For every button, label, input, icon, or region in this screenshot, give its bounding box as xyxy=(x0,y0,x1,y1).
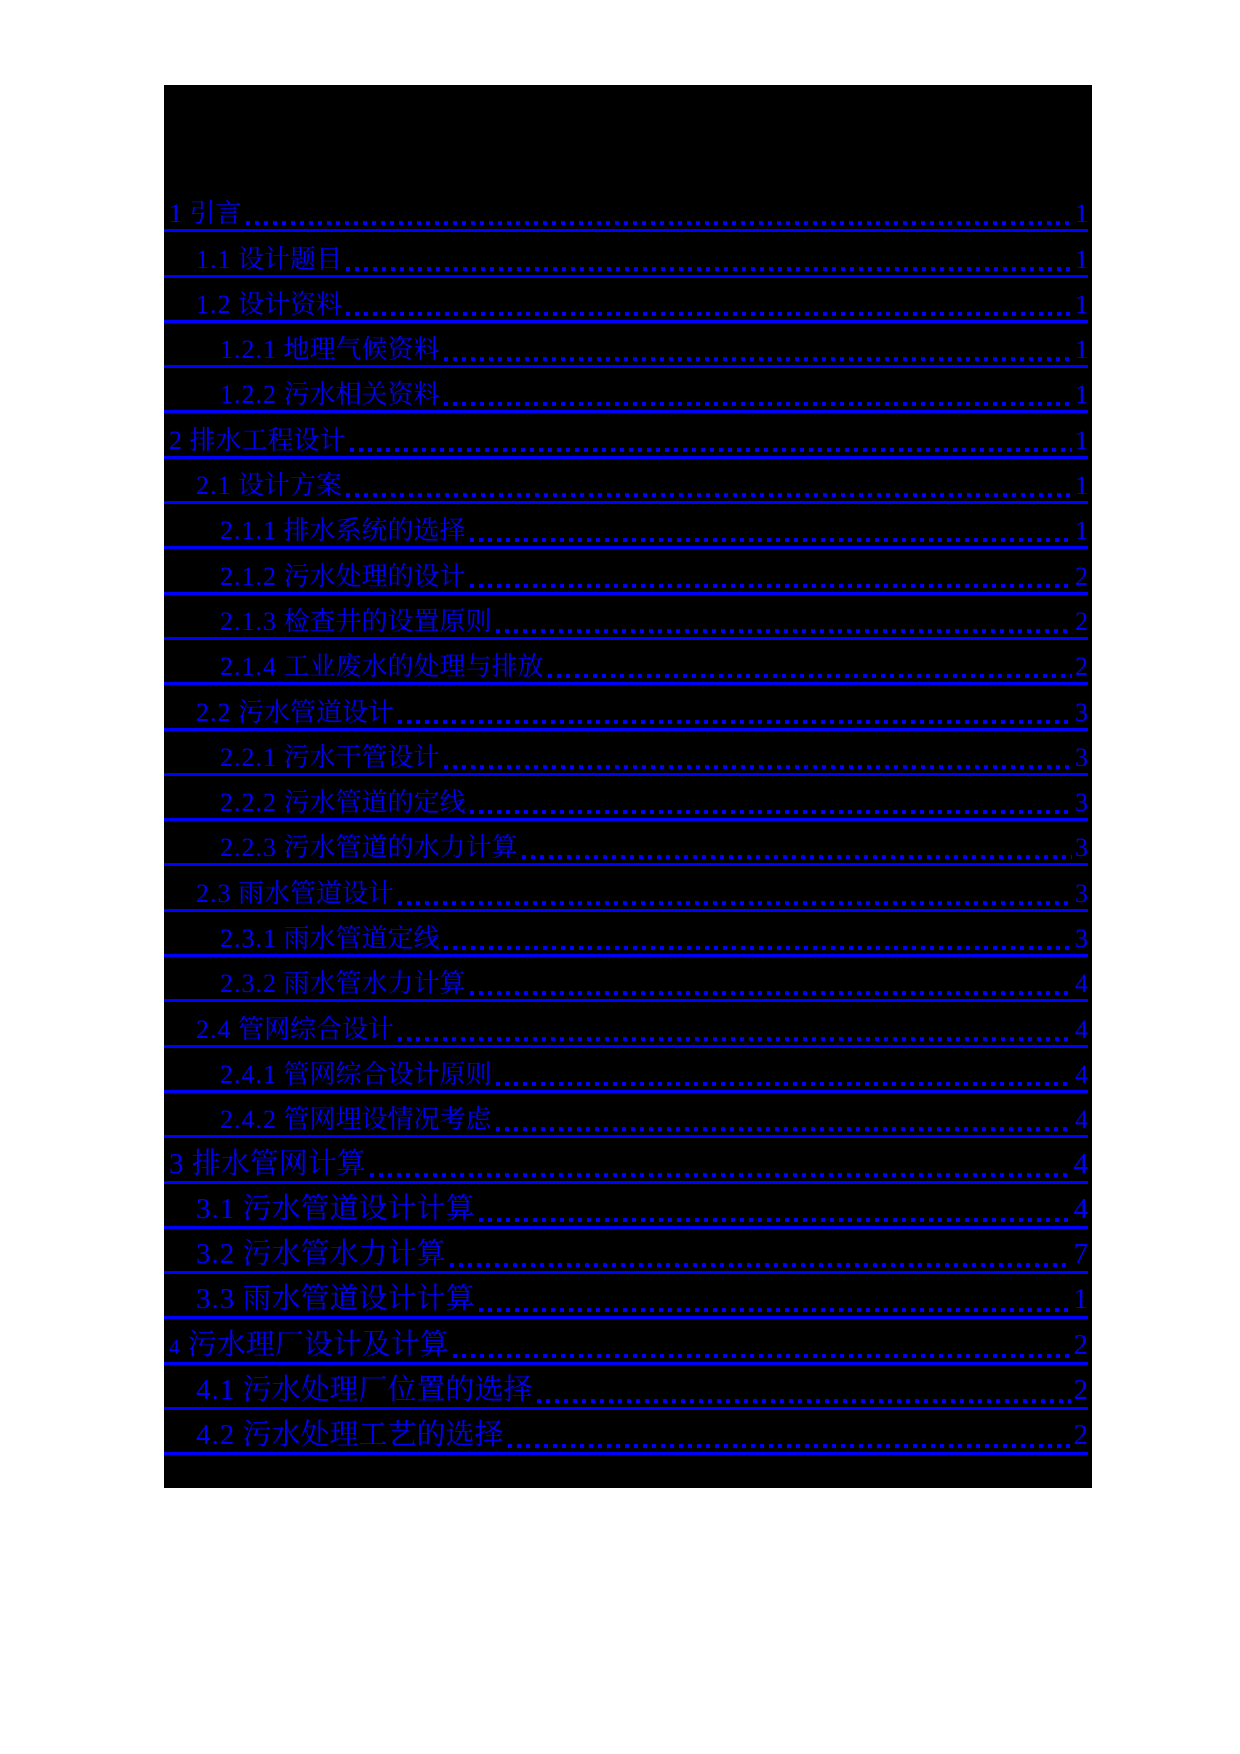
toc-entry-label xyxy=(220,561,466,592)
toc-entry[interactable] xyxy=(164,549,1088,594)
toc-entry-title: 地理气候资料 xyxy=(277,335,440,365)
toc-entry-number: 2.1 xyxy=(196,471,232,501)
toc-entry[interactable] xyxy=(164,731,1088,776)
toc-entry-number: 4 xyxy=(169,1334,181,1359)
toc-entry-title: 雨水管水力计算 xyxy=(277,969,466,999)
toc-entry-number: 2.1.2 xyxy=(220,561,277,591)
toc-entry[interactable] xyxy=(164,368,1088,413)
toc-entry-label xyxy=(220,926,440,954)
toc-entry-label xyxy=(196,878,395,909)
toc-entry-page-number: 4 xyxy=(1073,1147,1088,1180)
toc-entry-number: 4.1 xyxy=(196,1374,236,1407)
toc-dot-leader xyxy=(496,1082,1072,1086)
toc-entry-page-number: 3 xyxy=(1075,742,1088,772)
toc-entry-label xyxy=(196,1014,395,1045)
toc-dot-leader xyxy=(470,991,1072,995)
toc-dot-leader xyxy=(444,357,1072,361)
table-of-contents xyxy=(164,85,1092,1488)
toc-entry-label xyxy=(196,473,342,501)
toc-entry-page-number: 2 xyxy=(1075,652,1088,682)
toc-entry[interactable] xyxy=(164,1138,1088,1183)
toc-dot-leader xyxy=(453,1354,1071,1358)
toc-dot-leader xyxy=(548,674,1072,678)
toc-entry-number: 2.1.4 xyxy=(220,652,277,682)
toc-entry-page-number: 4 xyxy=(1075,1014,1088,1044)
toc-entry-number: 2.2 xyxy=(196,697,232,727)
toc-entry-label xyxy=(220,654,544,682)
toc-entry-number: 2.1.1 xyxy=(220,516,277,546)
toc-entry[interactable] xyxy=(164,912,1088,957)
toc-entry-page-number: 1 xyxy=(1075,516,1088,546)
toc-dot-leader xyxy=(450,1263,1071,1267)
toc-entry-page-number: 3 xyxy=(1075,697,1088,727)
toc-dot-leader xyxy=(479,1308,1071,1312)
toc-entry-number: 2.1.3 xyxy=(220,606,277,636)
toc-entry-number: 1.1 xyxy=(196,244,232,274)
toc-entry-label xyxy=(220,835,518,863)
toc-entry-label xyxy=(220,742,440,773)
toc-dot-leader xyxy=(444,402,1072,406)
toc-entry-number: 2.2.1 xyxy=(220,742,277,772)
toc-entry-page-number: 7 xyxy=(1073,1238,1088,1271)
toc-entry-label xyxy=(220,518,466,546)
toc-entry-label xyxy=(196,1240,446,1271)
toc-entry[interactable] xyxy=(164,685,1088,730)
toc-dot-leader xyxy=(346,493,1072,497)
toc-dot-leader xyxy=(470,810,1072,814)
toc-entry-label xyxy=(220,790,466,818)
toc-dot-leader xyxy=(479,1218,1071,1222)
toc-entry[interactable] xyxy=(164,866,1088,911)
toc-entry-page-number: 1 xyxy=(1075,425,1088,455)
toc-entry-page-number: 3 xyxy=(1075,788,1088,818)
toc-entry-title: 工业废水的处理与排放 xyxy=(277,652,544,682)
toc-entry-page-number: 2 xyxy=(1073,1374,1088,1407)
toc-entry-title: 雨水管道设计计算 xyxy=(235,1283,475,1316)
toc-entry-number: 2.3.1 xyxy=(220,924,277,954)
toc-entry[interactable] xyxy=(164,1319,1088,1364)
toc-entry[interactable] xyxy=(164,776,1088,821)
toc-entry-label xyxy=(220,606,492,637)
toc-entry[interactable] xyxy=(164,1229,1088,1274)
toc-entry-number: 3.2 xyxy=(196,1238,236,1271)
toc-entry[interactable] xyxy=(164,504,1088,549)
toc-entry-title: 管网埋设情况考虑 xyxy=(277,1105,492,1135)
toc-entry-number: 3.1 xyxy=(196,1192,236,1225)
toc-entry-title: 污水管水力计算 xyxy=(235,1238,446,1271)
toc-entry-title: 排水系统的选择 xyxy=(277,516,466,546)
toc-entry-page-number: 1 xyxy=(1075,380,1088,410)
toc-entry-title: 引言 xyxy=(183,199,242,229)
toc-entry-number: 2.3 xyxy=(196,878,232,908)
toc-entry-page-number: 2 xyxy=(1075,606,1088,636)
toc-entry[interactable] xyxy=(164,640,1088,685)
toc-entry-title: 污水干管设计 xyxy=(277,742,440,772)
toc-entry-page-number: 3 xyxy=(1075,878,1088,908)
toc-entry-number: 3 xyxy=(169,1147,185,1180)
toc-entry-page-number: 4 xyxy=(1075,1105,1088,1135)
toc-entry-number: 2.2.3 xyxy=(220,833,277,863)
toc-dot-leader xyxy=(346,312,1072,316)
toc-entry[interactable] xyxy=(164,1002,1088,1047)
toc-entry[interactable] xyxy=(164,278,1088,323)
toc-entry-number: 2 xyxy=(169,425,183,455)
toc-entry-title: 污水管道的定线 xyxy=(277,788,466,818)
toc-entry-label xyxy=(169,1147,366,1181)
toc-dot-leader xyxy=(496,629,1072,633)
toc-entry-title: 污水理厂设计及计算 xyxy=(180,1328,449,1361)
toc-entry-label xyxy=(220,1059,492,1090)
toc-dot-leader xyxy=(537,1399,1071,1403)
toc-entry[interactable] xyxy=(164,1274,1088,1319)
toc-entry[interactable] xyxy=(164,595,1088,640)
toc-entry-page-number: 1 xyxy=(1075,244,1088,274)
toc-entry-label xyxy=(196,289,343,320)
toc-dot-leader xyxy=(346,267,1072,271)
toc-entry[interactable] xyxy=(164,1365,1088,1410)
toc-entry-number: 1 xyxy=(169,199,183,229)
toc-entry[interactable] xyxy=(164,459,1088,504)
toc-dot-leader xyxy=(370,1173,1071,1177)
toc-entry-label xyxy=(196,1285,475,1316)
toc-entry-title: 污水管道设计计算 xyxy=(235,1192,475,1225)
toc-entry-label xyxy=(220,1107,492,1135)
toc-entry-number: 3.3 xyxy=(196,1283,236,1316)
toc-entry[interactable] xyxy=(164,1410,1088,1455)
toc-dot-leader xyxy=(522,855,1072,859)
toc-entry-page-number: 1 xyxy=(1075,335,1088,365)
toc-dot-leader xyxy=(350,448,1072,452)
toc-entry-label xyxy=(196,1376,533,1407)
toc-dot-leader xyxy=(246,221,1072,225)
toc-entry-page-number: 1 xyxy=(1075,199,1088,229)
toc-entry-page-number: 2 xyxy=(1075,561,1088,591)
toc-entry-title: 管网综合设计原则 xyxy=(277,1059,492,1089)
toc-dot-leader xyxy=(398,901,1072,905)
toc-entry-number: 2.4.1 xyxy=(220,1059,277,1089)
toc-entry-number: 1.2.2 xyxy=(220,380,277,410)
toc-entry[interactable] xyxy=(164,1184,1088,1229)
toc-dot-leader xyxy=(508,1444,1071,1448)
toc-entry-number: 1.2 xyxy=(196,289,232,319)
toc-entry-label xyxy=(220,971,466,999)
toc-entry-page-number: 4 xyxy=(1075,1059,1088,1089)
toc-entry-page-number: 1 xyxy=(1075,471,1088,501)
toc-entry-title: 设计资料 xyxy=(231,289,343,319)
toc-entry-page-number: 3 xyxy=(1075,833,1088,863)
toc-entry-number: 2.4.2 xyxy=(220,1105,277,1135)
toc-entry[interactable] xyxy=(164,187,1088,232)
toc-entry-page-number: 3 xyxy=(1075,924,1088,954)
toc-entry[interactable] xyxy=(164,323,1088,368)
toc-entry-label xyxy=(220,337,440,365)
toc-dot-leader xyxy=(398,720,1072,724)
toc-entry-title: 污水处理厂位置的选择 xyxy=(235,1374,533,1407)
toc-entry-label xyxy=(196,244,343,275)
toc-entry-number: 2.3.2 xyxy=(220,969,277,999)
toc-entry[interactable] xyxy=(164,1048,1088,1093)
toc-entry[interactable] xyxy=(164,1093,1088,1138)
toc-entry-label xyxy=(169,201,242,229)
toc-entry-label xyxy=(196,1421,504,1452)
toc-entry-label xyxy=(196,697,395,728)
toc-entry-title: 污水处理的设计 xyxy=(277,561,466,591)
toc-entry-title: 管网综合设计 xyxy=(231,1014,395,1044)
toc-entry-title: 设计方案 xyxy=(231,471,343,501)
toc-dot-leader xyxy=(470,584,1072,588)
toc-entry[interactable] xyxy=(164,957,1088,1002)
toc-entry-label xyxy=(169,1328,449,1362)
toc-entry-page-number: 1 xyxy=(1075,289,1088,319)
toc-dot-leader xyxy=(444,946,1072,950)
toc-entry[interactable] xyxy=(164,413,1088,458)
toc-entry-number: 1.2.1 xyxy=(220,335,277,365)
toc-entry-number: 2.2.2 xyxy=(220,788,277,818)
toc-entry-title: 污水处理工艺的选择 xyxy=(235,1419,504,1452)
toc-entry-page-number: 2 xyxy=(1073,1328,1088,1361)
toc-entry-page-number: 4 xyxy=(1073,1192,1088,1225)
toc-entry-title: 污水管道的水力计算 xyxy=(277,833,518,863)
toc-dot-leader xyxy=(398,1037,1072,1041)
toc-entry-title: 检查井的设置原则 xyxy=(277,606,492,636)
toc-entry-title: 排水管网计算 xyxy=(184,1147,366,1180)
toc-entry-title: 排水工程设计 xyxy=(183,425,346,455)
toc-entry[interactable] xyxy=(164,232,1088,277)
toc-dot-leader xyxy=(496,1127,1072,1131)
toc-dot-leader xyxy=(470,538,1072,542)
toc-entry-number: 2.4 xyxy=(196,1014,232,1044)
toc-entry-title: 污水管道设计 xyxy=(231,697,395,727)
toc-entry-page-number: 2 xyxy=(1073,1419,1088,1452)
toc-entry-title: 污水相关资料 xyxy=(277,380,440,410)
toc-entry-title: 雨水管道设计 xyxy=(231,878,395,908)
toc-entry[interactable] xyxy=(164,821,1088,866)
toc-entry-label xyxy=(196,1192,475,1226)
toc-entry-label xyxy=(220,382,440,410)
toc-entry-label xyxy=(169,425,346,456)
toc-dot-leader xyxy=(444,765,1072,769)
toc-entry-page-number: 1 xyxy=(1073,1283,1088,1316)
toc-entry-number: 4.2 xyxy=(196,1419,236,1452)
toc-entry-title: 设计题目 xyxy=(231,244,343,274)
toc-entry-title: 雨水管道定线 xyxy=(277,924,440,954)
toc-entry-page-number: 4 xyxy=(1075,969,1088,999)
